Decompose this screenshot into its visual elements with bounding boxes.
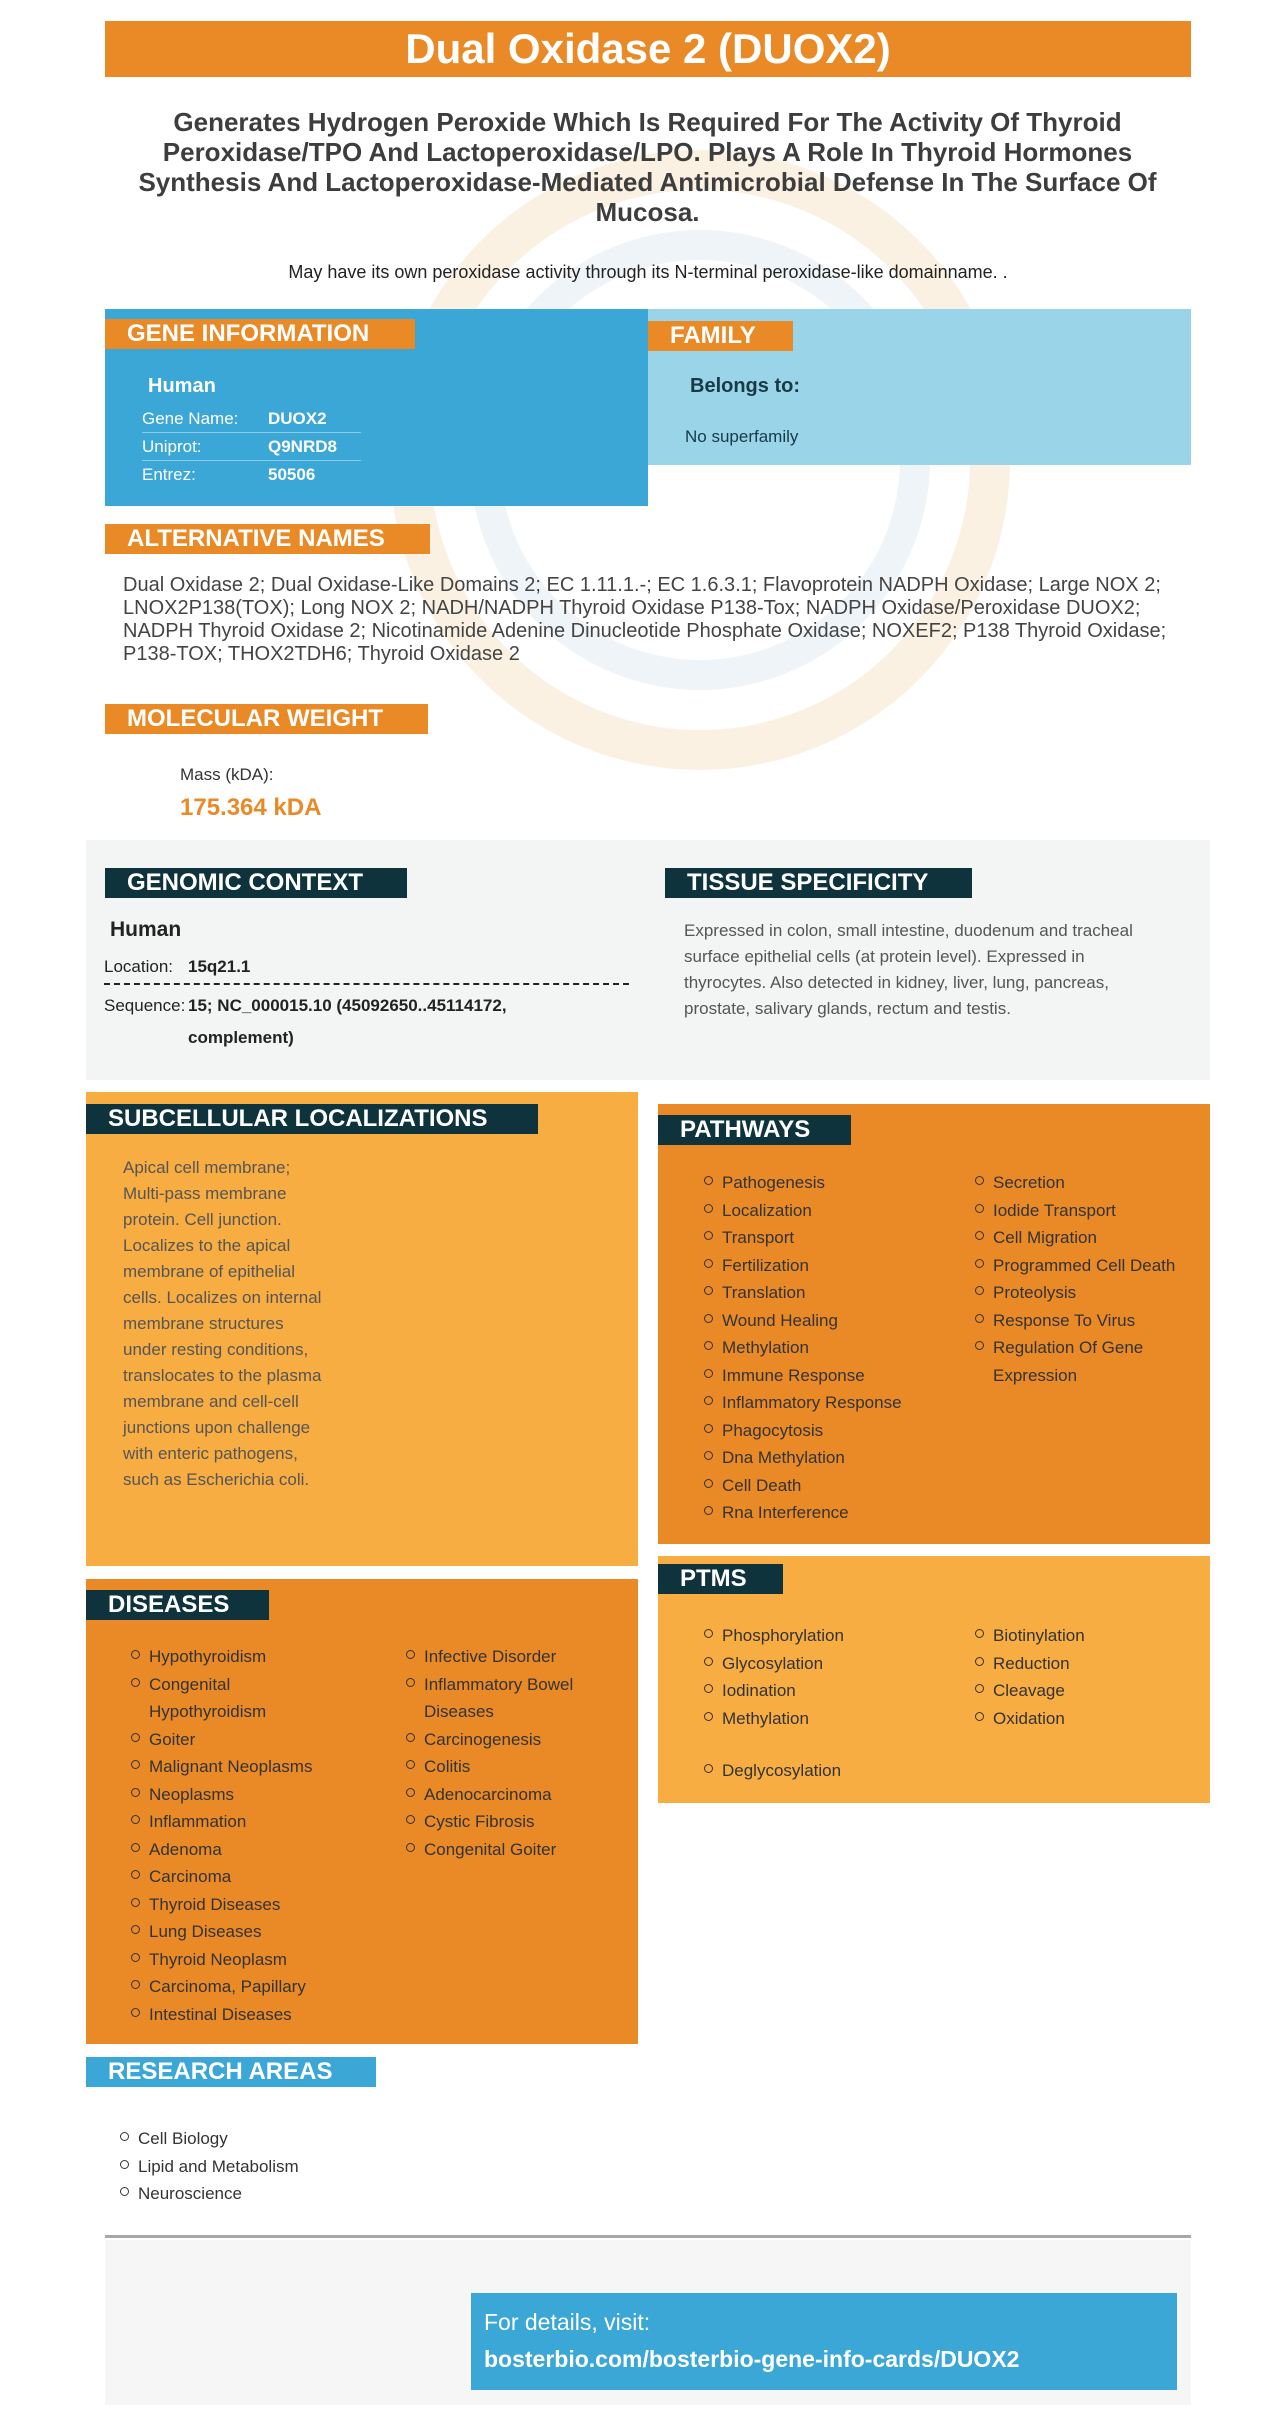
- list-item: Inflammatory Bowel Diseases: [404, 1671, 604, 1726]
- sequence-row: [104, 990, 518, 1054]
- gene-name-value: DUOX2: [268, 409, 327, 428]
- uniprot-value: Q9NRD8: [268, 437, 337, 456]
- subcellular-heading: SUBCELLULAR LOCALIZATIONS: [86, 1104, 538, 1134]
- function-note: May have its own peroxidase activity through its N-terminal peroxidase-like domainname. .: [288, 262, 1008, 282]
- alternative-names-heading: ALTERNATIVE NAMES: [105, 524, 430, 554]
- list-item: Hypothyroidism: [129, 1643, 369, 1671]
- list-item: Phosphorylation: [702, 1622, 952, 1650]
- list-item: Congenital Hypothyroidism: [129, 1671, 329, 1726]
- list-item: Thyroid Neoplasm: [129, 1946, 369, 1974]
- subcellular-text: Apical cell membrane; Multi-pass membrane protein. Cell junction. Localizes to the apical membrane of epithelial cells. Localizes on internal membrane structures under resting conditions, translocates to the plasma membrane and cell-cell junctions upon challenge with enteric pathogens, such as Escherichia coli.: [123, 1158, 322, 1489]
- tissue-specificity-heading: TISSUE SPECIFICITY: [665, 868, 972, 898]
- gene-name-row: [142, 409, 361, 433]
- list-item: Localization: [702, 1197, 952, 1225]
- research-areas-heading: RESEARCH AREAS: [86, 2057, 376, 2087]
- alternative-names-text: Dual Oxidase 2; Dual Oxidase-Like Domains 2; EC 1.11.1.-; EC 1.6.3.1; Flavoprotein NADPH Oxidase; Large NOX 2; LNOX2P138(TOX); Long NOX 2; NADH/NADPH Thyroid Oxidase P138-Tox; NADPH Oxidase/Peroxidase DUOX2; NADPH Thyroid Oxidase 2; Nicotinamide Adenine Dinucleotide Phosphate Oxidase; NOXEF2; P138 Thyroid Oxidase; P138-TOX; THOX2TDH6; Thyroid Oxidase 2: [123, 574, 1167, 665]
- uniprot-row: [142, 437, 361, 461]
- gene-species: Human: [148, 375, 216, 397]
- pathways-panel: [658, 1104, 1210, 1544]
- genomic-tissue-panel: [86, 840, 1210, 1080]
- list-item: Reduction: [973, 1650, 1203, 1678]
- pathways-list-left: [702, 1169, 952, 1527]
- list-item: Thyroid Diseases: [129, 1891, 369, 1919]
- diseases-list-right: [404, 1643, 629, 1863]
- sequence-value: 15; NC_000015.10 (45092650..45114172, complement): [188, 996, 507, 1047]
- list-item: Cell Death: [702, 1472, 952, 1500]
- list-item: Iodination: [702, 1677, 952, 1705]
- list-item: Inflammatory Response: [702, 1389, 952, 1417]
- list-item: Translation: [702, 1279, 952, 1307]
- tissue-specificity-text: Expressed in colon, small intestine, duodenum and tracheal surface epithelial cells (at protein level). Expressed in thyrocytes. Also detected in kidney, liver, lung, pancreas, prostate, salivary glands, rectum and testis.: [684, 921, 1133, 1018]
- pathways-list-right: [973, 1169, 1203, 1389]
- list-item: Carcinogenesis: [404, 1726, 629, 1754]
- diseases-heading: DISEASES: [86, 1590, 269, 1620]
- list-item: Secretion: [973, 1169, 1203, 1197]
- list-item: Goiter: [129, 1726, 369, 1754]
- family-heading: FAMILY: [648, 321, 793, 351]
- research-areas-list: [118, 2125, 299, 2208]
- pathways-heading: PATHWAYS: [658, 1115, 851, 1145]
- list-item: Immune Response: [702, 1362, 952, 1390]
- list-item: Biotinylation: [973, 1622, 1203, 1650]
- list-item: Congenital Goiter: [404, 1836, 629, 1864]
- list-item: Wound Healing: [702, 1307, 952, 1335]
- list-item: Dna Methylation: [702, 1444, 952, 1472]
- list-item: Glycosylation: [702, 1650, 952, 1678]
- genomic-species: Human: [110, 918, 182, 941]
- gene-information-heading: GENE INFORMATION: [105, 319, 415, 349]
- entrez-row: [142, 465, 361, 485]
- footer-divider: [105, 2235, 1191, 2238]
- location-row: [104, 957, 629, 985]
- footer: [105, 2240, 1191, 2405]
- list-item: Adenoma: [129, 1836, 369, 1864]
- list-item: Deglycosylation: [702, 1757, 952, 1785]
- mass-value: 175.364 kDA: [180, 794, 322, 821]
- details-url-link[interactable]: bosterbio.com/bosterbio-gene-info-cards/DUOX2: [484, 2346, 1020, 2372]
- list-item: Oxidation: [973, 1705, 1203, 1733]
- list-item: Cleavage: [973, 1677, 1203, 1705]
- page-title: Dual Oxidase 2 (DUOX2): [105, 21, 1191, 77]
- list-item: Cell Biology: [118, 2125, 299, 2153]
- list-item: Fertilization: [702, 1252, 952, 1280]
- subcellular-panel: [86, 1092, 638, 1566]
- list-item: Proteolysis: [973, 1279, 1203, 1307]
- ptms-list-right: [973, 1622, 1203, 1732]
- genomic-context-heading: GENOMIC CONTEXT: [105, 868, 407, 898]
- list-item: Transport: [702, 1224, 952, 1252]
- list-item: Inflammation: [129, 1808, 369, 1836]
- list-item: Lipid and Metabolism: [118, 2153, 299, 2181]
- list-item: Phagocytosis: [702, 1417, 952, 1445]
- function-summary: Generates Hydrogen Peroxide Which Is Required For The Activity Of Thyroid Peroxidase/TPO And Lactoperoxidase/LPO. Plays A Role In Thyroid Hormones Synthesis And Lactoperoxidase-Mediated Antimicrobial Defense In The Surface Of Mucosa.: [138, 107, 1157, 227]
- list-item: Carcinoma, Papillary: [129, 1973, 369, 2001]
- list-item: Carcinoma: [129, 1863, 369, 1891]
- location-value: 15q21.1: [188, 957, 251, 976]
- list-item: Iodide Transport: [973, 1197, 1203, 1225]
- list-item: Regulation Of Gene Expression: [973, 1334, 1203, 1389]
- ptms-panel: [658, 1556, 1210, 1803]
- list-item: Methylation: [702, 1705, 952, 1733]
- list-item: Malignant Neoplasms: [129, 1753, 369, 1781]
- list-item: Rna Interference: [702, 1499, 952, 1527]
- list-item: Intestinal Diseases: [129, 2001, 369, 2029]
- gene-information-panel: [105, 309, 648, 506]
- list-item: Pathogenesis: [702, 1169, 952, 1197]
- family-belongs-label: Belongs to:: [690, 375, 800, 397]
- mass-label: Mass (kDA):: [180, 765, 274, 784]
- list-item: Lung Diseases: [129, 1918, 369, 1946]
- list-item: Adenocarcinoma: [404, 1781, 629, 1809]
- list-item: Cystic Fibrosis: [404, 1808, 629, 1836]
- list-item: Colitis: [404, 1753, 629, 1781]
- family-panel: [648, 309, 1191, 465]
- list-item: Programmed Cell Death: [973, 1252, 1203, 1280]
- list-item: Methylation: [702, 1334, 952, 1362]
- uniprot-label: Uniprot:: [142, 437, 202, 456]
- gene-name-label: Gene Name:: [142, 409, 239, 428]
- sequence-label: Sequence:: [104, 996, 186, 1015]
- entrez-label: Entrez:: [142, 465, 196, 484]
- list-item: Response To Virus: [973, 1307, 1203, 1335]
- list-item: Neuroscience: [118, 2180, 299, 2208]
- list-item: Cell Migration: [973, 1224, 1203, 1252]
- list-item: Infective Disorder: [404, 1643, 629, 1671]
- entrez-value: 50506: [268, 465, 316, 484]
- ptms-heading: PTMS: [658, 1564, 783, 1594]
- diseases-panel: [86, 1579, 638, 2044]
- molecular-weight-heading: MOLECULAR WEIGHT: [105, 704, 428, 734]
- list-item: Neoplasms: [129, 1781, 369, 1809]
- diseases-list-left: [129, 1643, 369, 2028]
- family-superfamily: No superfamily: [685, 427, 799, 446]
- details-label: For details, visit:: [484, 2309, 651, 2335]
- details-link-box[interactable]: [471, 2293, 1177, 2390]
- ptms-list-left: [702, 1622, 952, 1785]
- location-label: Location:: [104, 957, 173, 976]
